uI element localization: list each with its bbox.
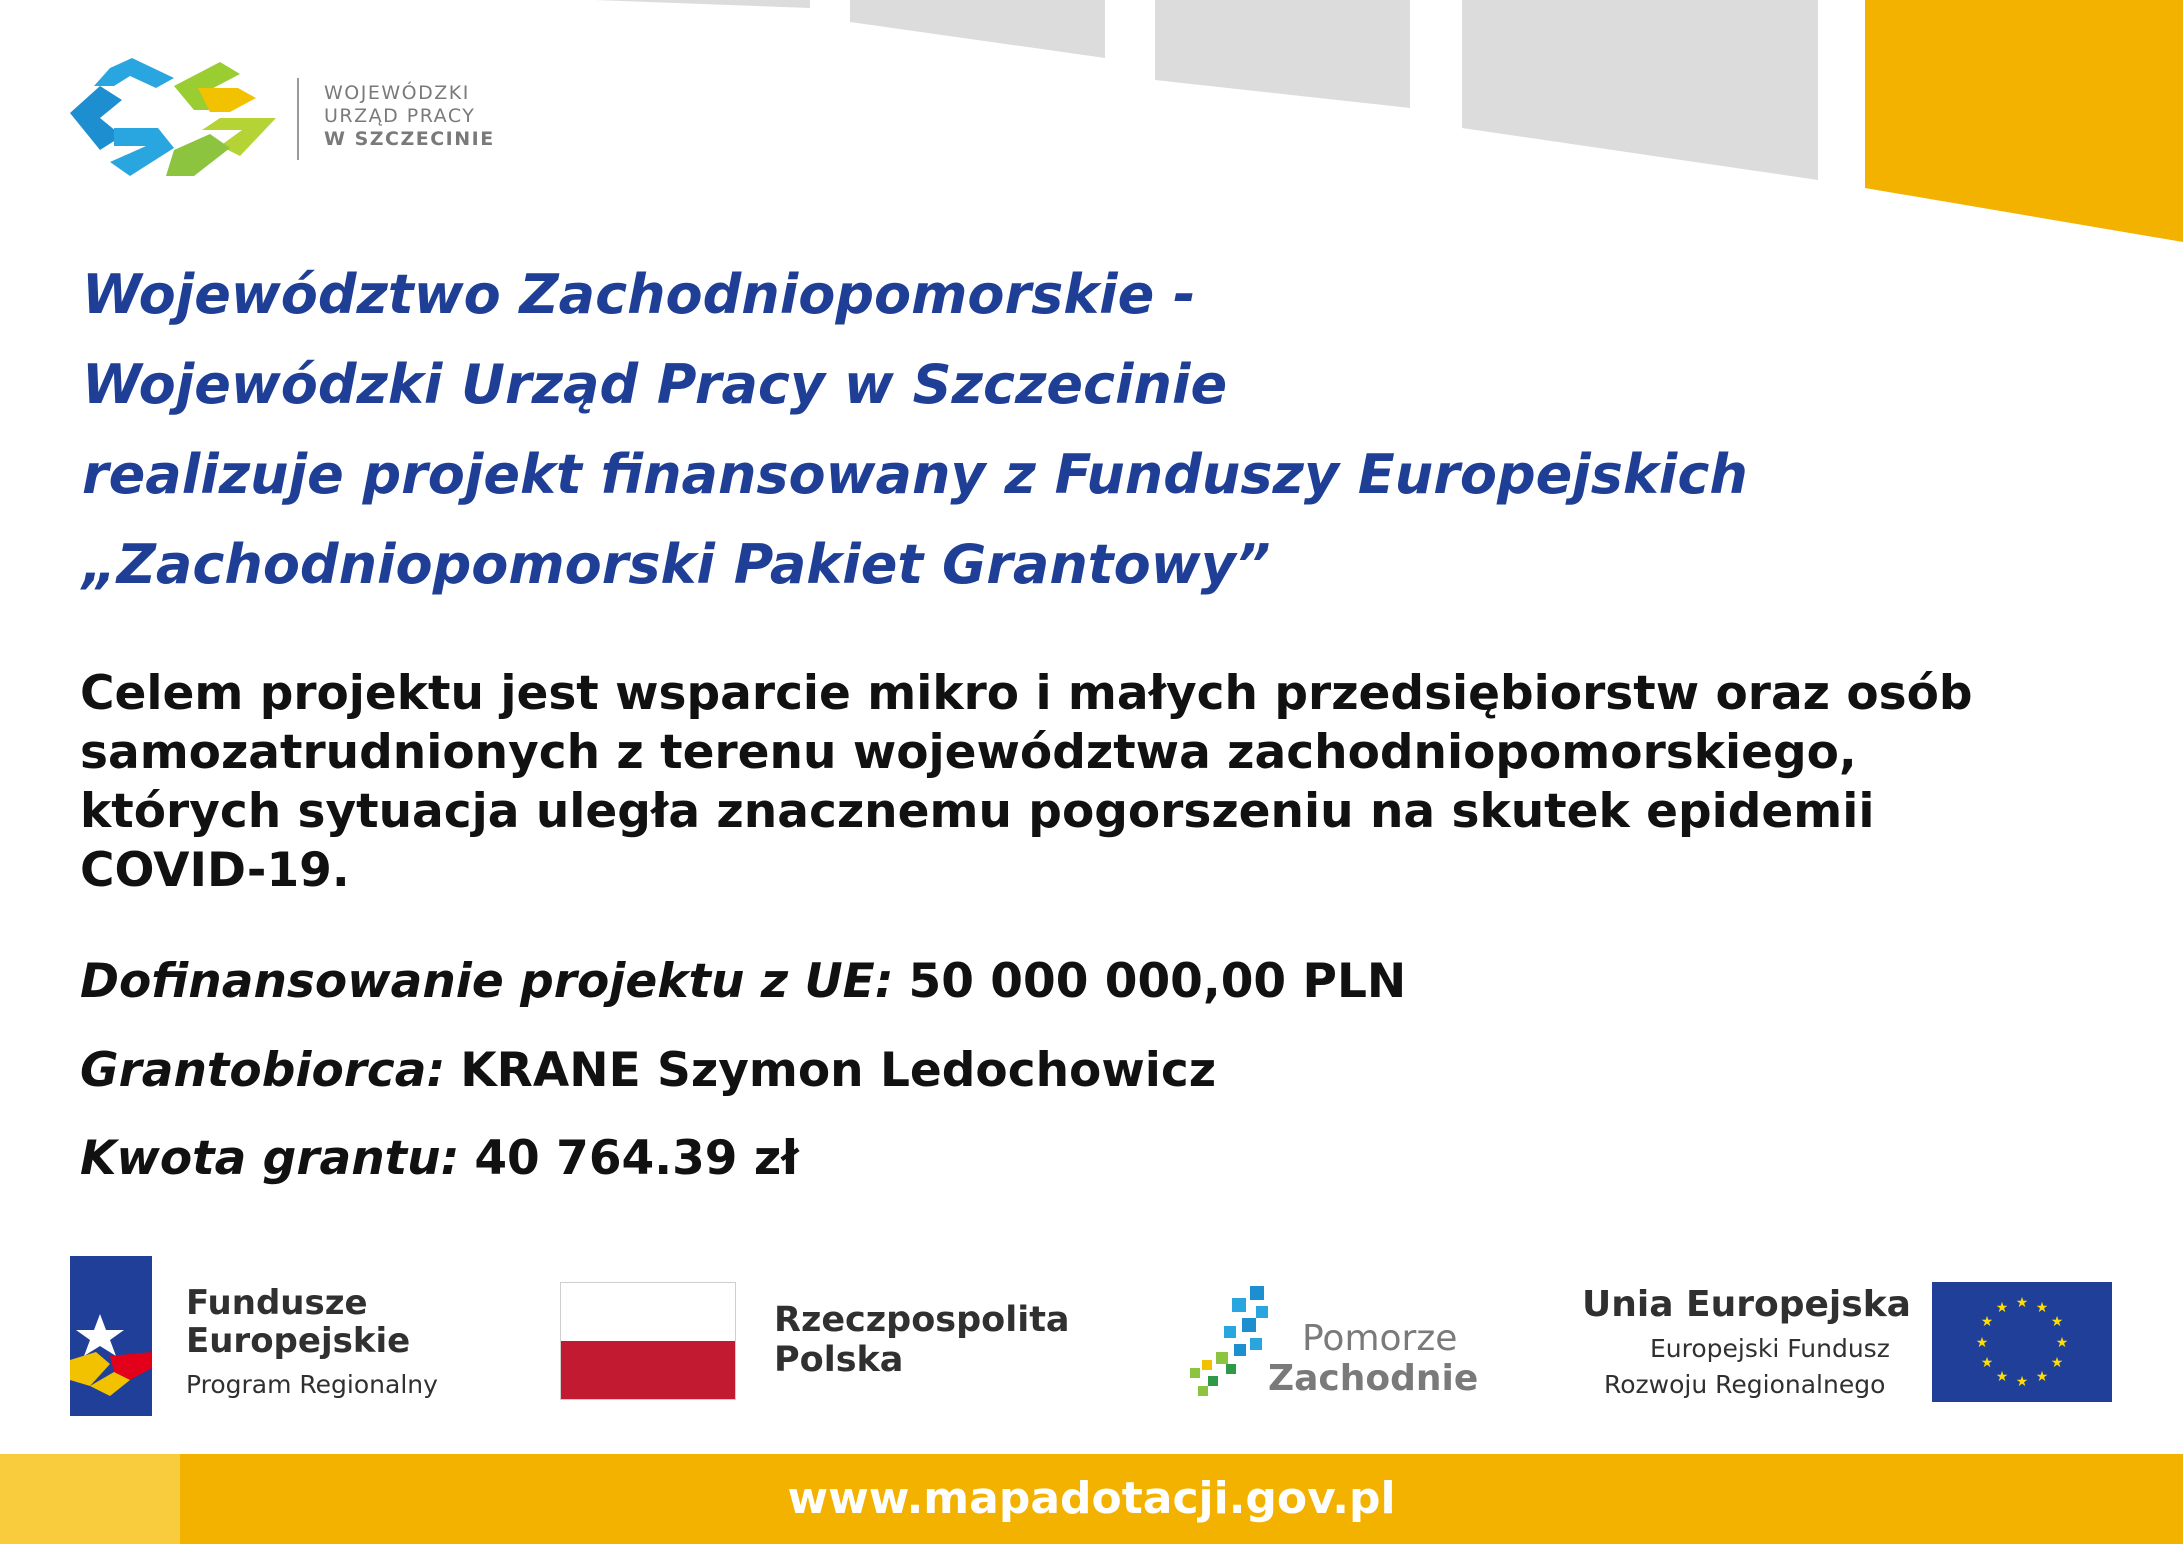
description-line-1: Celem projektu jest wsparcie mikro i małych przedsiębiorstw oraz osób bbox=[80, 666, 1973, 721]
cofinancing-line bbox=[80, 954, 1406, 1010]
svg-text:★: ★ bbox=[2050, 1355, 2064, 1371]
headline bbox=[82, 250, 2032, 610]
svg-text:★: ★ bbox=[1980, 1314, 1994, 1330]
pomorze-text: Pomorze bbox=[1302, 1318, 1458, 1359]
description-line-2: samozatrudnionych z terenu województwa zachodniopomorskiego, bbox=[80, 725, 1857, 780]
headline-line-1: Województwo Zachodniopomorskie - bbox=[82, 263, 1196, 326]
logo-line-2: URZĄD PRACY bbox=[324, 105, 476, 127]
project-description bbox=[80, 664, 2080, 900]
svg-text:★: ★ bbox=[2055, 1335, 2069, 1351]
svg-text:★: ★ bbox=[1975, 1335, 1989, 1351]
unia-europejska-title: Unia Europejska bbox=[1582, 1284, 1911, 1325]
svg-text:★: ★ bbox=[2035, 1300, 2049, 1316]
website-url-link[interactable]: www.mapadotacji.gov.pl bbox=[787, 1473, 1396, 1524]
gray-stripe-2 bbox=[850, 0, 1105, 58]
gray-stripe-1 bbox=[595, 0, 810, 8]
rzeczpospolita-polska-text bbox=[774, 1300, 1070, 1380]
ue-subtitle-1: Europejski Fundusz bbox=[1650, 1334, 1890, 1363]
fe-line-1: Fundusze bbox=[186, 1283, 368, 1323]
wup-logo-icon bbox=[70, 58, 276, 178]
poland-flag-icon bbox=[560, 1282, 736, 1400]
pomorze-zachodnie-logo-icon bbox=[1188, 1282, 1278, 1402]
svg-text:★: ★ bbox=[1995, 1369, 2009, 1385]
grant-amount-line bbox=[80, 1131, 799, 1187]
grant-amount-value: 40 764.39 zł bbox=[474, 1131, 799, 1186]
svg-text:★: ★ bbox=[1980, 1355, 1994, 1371]
logo-line-1: WOJEWÓDZKI bbox=[324, 82, 470, 104]
grant-amount-label: Kwota grantu: bbox=[80, 1131, 460, 1186]
headline-line-3: realizuje projekt finansowany z Funduszy Europejskich bbox=[82, 443, 1748, 506]
eu-flag-icon bbox=[1932, 1282, 2112, 1402]
description-line-4: COVID-19. bbox=[80, 843, 350, 898]
gray-stripe-3 bbox=[1155, 0, 1410, 108]
svg-text:★: ★ bbox=[2050, 1314, 2064, 1330]
grantee-label: Grantobiorca: bbox=[80, 1043, 446, 1098]
headline-line-2: Wojewódzki Urząd Pracy w Szczecinie bbox=[82, 353, 1228, 416]
rp-line-2: Polska bbox=[774, 1340, 904, 1380]
fundusze-europejskie-title bbox=[186, 1284, 410, 1360]
yellow-stripe bbox=[1865, 0, 2183, 242]
svg-text:★: ★ bbox=[2035, 1369, 2049, 1385]
gray-stripe-4 bbox=[1462, 0, 1818, 180]
svg-text:★: ★ bbox=[2015, 1295, 2029, 1311]
grantee-value: KRANE Szymon Ledochowicz bbox=[460, 1043, 1217, 1098]
ue-subtitle-2: Rozwoju Regionalnego bbox=[1604, 1370, 1886, 1399]
fundusze-europejskie-logo-icon bbox=[70, 1256, 152, 1416]
fe-line-2: Europejskie bbox=[186, 1321, 411, 1361]
cofinancing-label: Dofinansowanie projektu z UE: bbox=[80, 954, 894, 1009]
logo-line-3: W SZCZECINIE bbox=[324, 128, 495, 150]
description-line-3: których sytuacja uległa znacznemu pogorszeniu na skutek epidemii bbox=[80, 784, 1875, 839]
svg-text:★: ★ bbox=[2015, 1374, 2029, 1390]
svg-text:★: ★ bbox=[1995, 1300, 2009, 1316]
grantee-line bbox=[80, 1043, 1216, 1099]
cofinancing-value: 50 000 000,00 PLN bbox=[908, 954, 1407, 1009]
headline-line-4: „Zachodniopomorski Pakiet Grantowy” bbox=[82, 533, 1271, 596]
zachodnie-text: Zachodnie bbox=[1268, 1358, 1479, 1399]
wup-logo-text bbox=[324, 82, 495, 151]
rp-line-1: Rzeczpospolita bbox=[774, 1300, 1070, 1340]
logo-separator bbox=[297, 78, 299, 160]
fe-subtitle: Program Regionalny bbox=[186, 1370, 438, 1399]
